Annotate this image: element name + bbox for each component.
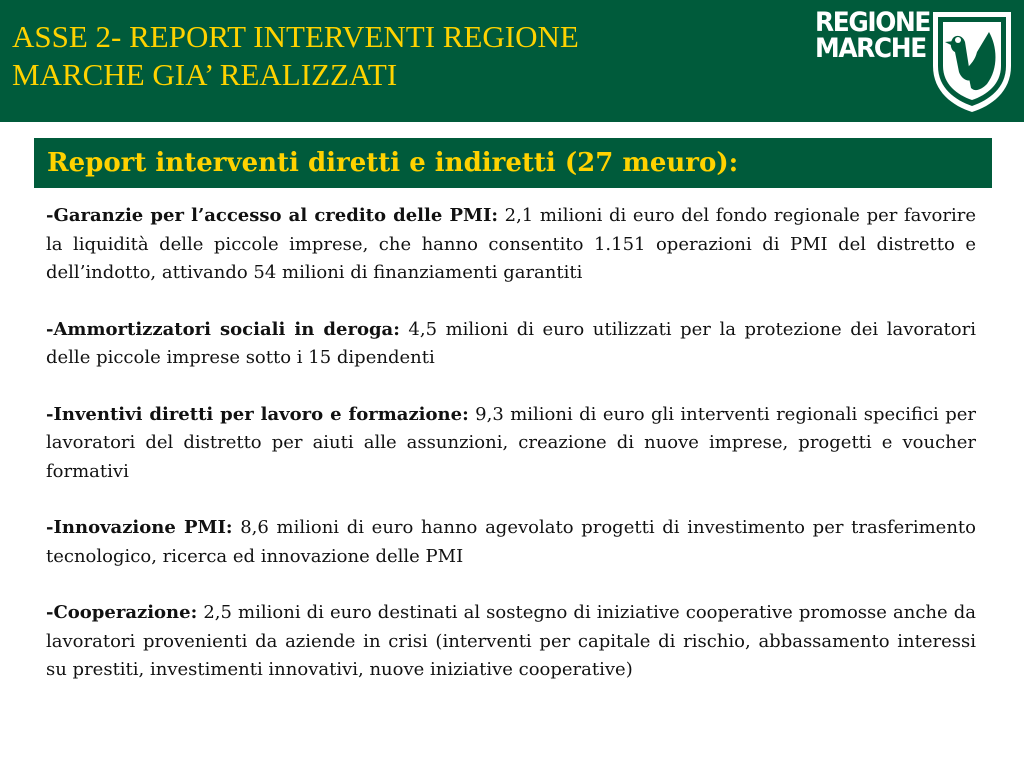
- item-text: 9,3 milioni di euro gli interventi regionali specifici per lavoratori del distretto per aiuti alle assunzioni, creazione di nuove imprese, progetti e voucher formativi: [46, 403, 977, 482]
- item-garanzie: [46, 202, 976, 288]
- page-title-line-1: ASSE 2- REPORT INTERVENTI REGIONE: [12, 19, 579, 54]
- item-incentivi: [46, 401, 976, 487]
- subtitle-bar: [34, 138, 992, 188]
- item-text: 2,5 milioni di euro destinati al sostegno di iniziative cooperative promosse anche da lavoratori provenienti da aziende in crisi (interventi per capitale di rischio, abbassamento interessi su prestiti, investimenti innovativi, nuove iniziative cooperative): [46, 602, 976, 680]
- logo-line-1: REGIONE: [815, 7, 930, 38]
- item-ammortizzatori: [46, 316, 976, 373]
- page-title: [12, 18, 772, 94]
- item-heading: -Innovazione PMI:: [46, 517, 233, 538]
- item-heading: -Inventivi diretti per lavoro e formazione:: [46, 403, 469, 425]
- item-text: 4,5 milioni di euro utilizzati per la protezione dei lavoratori delle piccole imprese sotto i 15 dipendenti: [46, 318, 976, 368]
- item-innovazione: [46, 514, 976, 571]
- regione-marche-logo: [815, 8, 1017, 114]
- content-body: [46, 202, 976, 713]
- coat-of-arms-icon: [927, 8, 1017, 114]
- item-cooperazione: [46, 599, 976, 685]
- section-subtitle: Report interventi diretti e indiretti (27 meuro):: [47, 148, 739, 178]
- page-title-line-2: MARCHE GIA’ REALIZZATI: [12, 57, 398, 92]
- item-heading: -Ammortizzatori sociali in deroga:: [46, 318, 400, 340]
- header-bar: [0, 0, 1024, 122]
- item-heading: -Cooperazione:: [46, 602, 198, 623]
- item-text: 8,6 milioni di euro hanno agevolato progetti di investimento per trasferimento tecnologico, ricerca ed innovazione delle PMI: [46, 517, 976, 567]
- item-heading: -Garanzie per l’accesso al credito delle PMI:: [46, 205, 499, 226]
- logo-line-2: MARCHE: [815, 33, 926, 64]
- item-text: 2,1 milioni di euro del fondo regionale per favorire la liquidità delle piccole imprese, che hanno consentito 1.151 operazioni di PMI del distretto e dell’indotto, attivando 54 milioni di finanziamenti garantiti: [46, 205, 976, 283]
- logo-wordmark: [815, 7, 930, 64]
